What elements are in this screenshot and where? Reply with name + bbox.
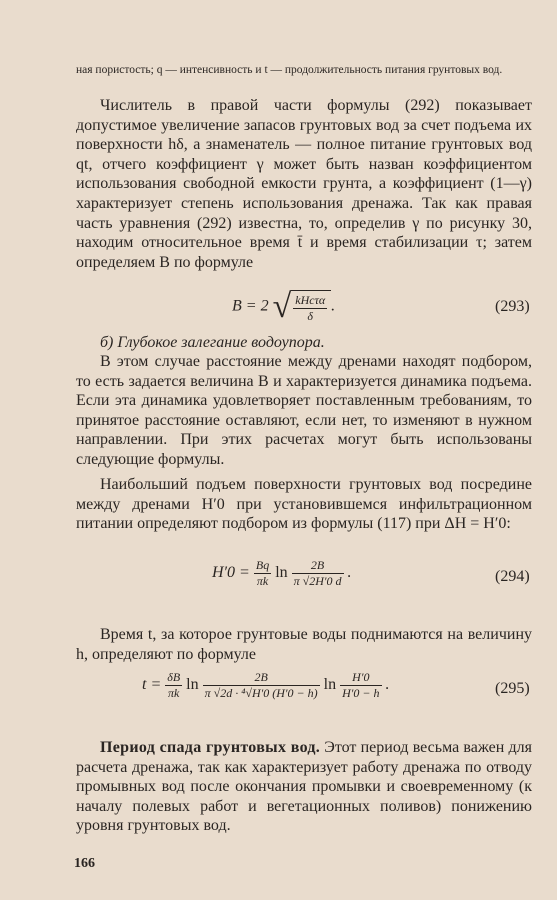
- eq293-lhs: B = 2: [232, 297, 269, 315]
- eq294-den2: π √2H′0 d: [293, 574, 342, 588]
- eq293-numerator: kHcτα: [295, 293, 326, 307]
- eq295-lhs: t =: [142, 676, 162, 694]
- sqrt-sign: √: [272, 288, 292, 325]
- eq294-ln: ln: [275, 564, 288, 582]
- eq293-radicand: [291, 290, 331, 324]
- paragraph-5-heading: Период спада грунтовых вод.: [100, 739, 321, 756]
- equation-294: [212, 558, 352, 589]
- eq295-frac-num: δB: [167, 670, 181, 684]
- equation-293: [232, 290, 335, 324]
- eq294-lhs: H′0 =: [212, 564, 250, 582]
- equation-295: [142, 670, 390, 701]
- page-number: 166: [74, 856, 95, 871]
- paragraph-2: В этом случае расстояние между дренами находят подбором, то есть задается величина B и характеризуется динамика подъема. Если эта динамика удовлетворяет поставленным требованиям, то принятое расстояние оставляют, если нет, то изменяют в нужном направлении. При этих расчетах могут быть использованы следующие формулы.: [76, 353, 532, 468]
- eq294-num2: 2B: [310, 558, 325, 572]
- equation-number-295: (295): [495, 680, 530, 697]
- eq293-denominator: δ: [293, 308, 327, 324]
- eq295-den3: H′0 − h: [342, 686, 380, 700]
- eq294-trail: .: [347, 564, 352, 582]
- paragraph-5: [76, 738, 532, 836]
- eq295-ln1: ln: [186, 676, 199, 694]
- equation-number-293: (293): [495, 298, 530, 315]
- eq295-num3: H′0: [352, 670, 370, 684]
- eq295-ln2: ln: [323, 676, 337, 694]
- top-footnote-text: ная пористость; q — интенсивность и t — продолжительность питания грунтовых вод.: [76, 64, 503, 76]
- paragraph-4: Время t, за которое грунтовые воды поднимаются на величину h, определяют по формуле: [76, 626, 532, 663]
- eq295-num2: 2B: [254, 670, 268, 684]
- equation-number-294: (294): [495, 568, 530, 585]
- eq294-frac-num: Bq: [255, 558, 270, 572]
- eq295-den2: π √2d · ⁴√H′0 (H′0 − h): [204, 686, 318, 700]
- eq295-trail: .: [385, 676, 390, 694]
- eq293-trail: .: [331, 297, 336, 315]
- eq295-frac-den: πk: [165, 685, 182, 701]
- subheading-deep-aquiclude: б) Глубокое залегание водоупора.: [100, 334, 325, 351]
- eq294-frac-den: πk: [254, 573, 271, 589]
- paragraph-5-body: Этот период весьма важен для расчета дренажа, так как характеризует работу дренажа по отводу промывных вод после окончания промывки и своевременному (к началу полевых работ и вегетационных поливов) понижению уровня грунтовых вод.: [76, 739, 533, 835]
- paragraph-1: Числитель в правой части формулы (292) показывает допустимое увеличение запасов грунтовых вод за счет подъема их поверхности hδ, а знаменатель — полное питание грунтовых вод qt, отчего коэффициент γ может быть назван коэффициентом использования свободной емкости грунта, а коэффициент (1—γ) характеризует степень использования дренажа. Так как правая часть уравнения (292) известна, то, определив γ по рисунку 30, находим относительное время t̄ и время стабилизации τ; затем определяем B по формуле: [76, 97, 532, 271]
- paragraph-3: Наибольший подъем поверхности грунтовых вод посредине между дренами H′0 при установившемся инфильтрационном питании определяют подбором из формулы (117) при ΔH = H′0:: [76, 476, 532, 533]
